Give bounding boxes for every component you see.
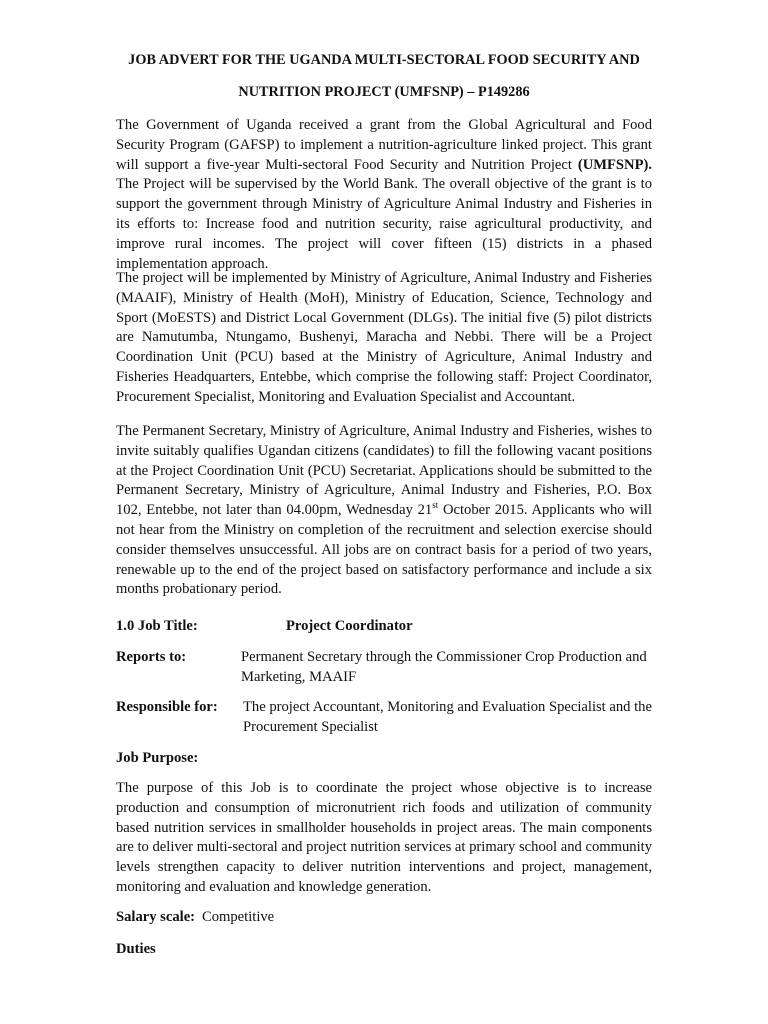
reports-to-label: Reports to: bbox=[116, 649, 187, 665]
document-title-line-1: JOB ADVERT FOR THE UGANDA MULTI-SECTORAL FOOD SECURITY AND bbox=[128, 52, 640, 68]
implementation-paragraph: The project will be implemented by Ministry of Agriculture, Animal Industry and Fisheries (MAAIF), Ministry of Health (MoH), Ministry of Education, Science, Technology and Sport (MoESTS) and District Local Government (DLGs). The initial five (5) pilot districts are Namutumba, Ntungamo, Bushenyi, Maracha and Nebbi. There will be a Project Coordination Unit (PCU) based at the Ministry of Agriculture, Animal Industry and Fisheries Headquarters, Entebbe, which comprise the following staff: Project Coordinator, Procurement Specialist, Monitoring and Evaluation Specialist and Accountant. bbox=[116, 270, 652, 405]
job-title-value: Project Coordinator bbox=[286, 618, 413, 634]
job-title-label: 1.0 Job Title: bbox=[116, 618, 198, 634]
document-page: JOB ADVERT FOR THE UGANDA MULTI-SECTORAL FOOD SECURITY AND NUTRITION PROJECT (UMFSNP) – P149286 The Government of Uganda received a grant from the Global Agricultural and Food Security Program (GAFSP) to implement a nutrition-agriculture linked project. This grant will support a five-year Multi-sectoral Food Security and Nutrition Project (UMFSNP). The Project will be supervised by the World Bank. The overall objective of the grant is to support the government through Ministry of Agriculture Animal Industry and Fisheries in its efforts to: Increase food and nutrition security, raise agricultural productivity, and improve rural incomes. The project will cover fifteen (15) districts in a phased implementation approach. The project will be implemented by Ministry of Agriculture, Animal Industry and Fisheries (MAAIF), Ministry of Health (MoH), Ministry of Education, Science, Technology and Sport (MoESTS) and District Local Government (DLGs). The initial five (5) pilot districts are Namutumba, Ntungamo, Bushenyi, Maracha and Nebbi. There will be a Project Coordination Unit (PCU) based at the Ministry of Agriculture, Animal Industry and Fisheries Headquarters, Entebbe, which comprise the following staff: Project Coordinator, Procurement Specialist, Monitoring and Evaluation Specialist and Accountant. The Permanent Secretary, Ministry of Agriculture, Animal Industry and Fisheries, wishes to invite suitably qualifies Ugandan citizens (candidates) to fill the following vacant positions at the Project Coordination Unit (PCU) Secretariat. Applications should be submitted to the Permanent Secretary, Ministry of Agriculture, Animal Industry and Fisheries, P.O. Box 102, Entebbe, not later than 04.00pm, Wednesday 21st October 2015. Applicants who will not hear from the Ministry on completion of the recruitment and selection exercise should consider themselves unsuccessful. All jobs are on contract basis for a period of two years, renewable up to the end of the project based on satisfactory performance and include a six months probationary period. 1.0 Job Title: Project Coordinator Reports to: Permanent Secretary through the Commissioner Crop Production and Marketing, MAAIF Responsible for: The project Accountant, Monitoring and Evaluation Specialist and the Procurement Specialist Job Purpose: The purpose of this Job is to coordinate the project whose objective is to increase production and consumption of micronutrient rich foods and utilization of community based nutrition services in smallholder households in project areas. The main components are to deliver multi-sectoral and project nutrition services at primary school and community levels strengthen capacity to deliver nutrition interventions and project, management, monitoring and evaluation and knowledge generation. Salary scale: Competitive Duties bbox=[0, 0, 768, 1024]
salary-scale-value: Competitive bbox=[202, 909, 275, 925]
document-title-line-2: NUTRITION PROJECT (UMFSNP) – P149286 bbox=[238, 84, 530, 100]
application-paragraph: The Permanent Secretary, Ministry of Agriculture, Animal Industry and Fisheries, wishes to invite suitably qualifies Ugandan citizens (candidates) to fill the following vacant positions at the Project Coordination Unit (PCU) Secretariat. Applications should be submitted to the Permanent Secretary, Ministry of Agriculture, Animal Industry and Fisheries, P.O. Box 102, Entebbe, not later than 04.00pm, Wednesday 21st October 2015. Applicants who will not hear from the Ministry on completion of the recruitment and selection exercise should consider themselves unsuccessful. All jobs are on contract basis for a period of two years, renewable up to the end of the project based on satisfactory performance and include a six months probationary period. bbox=[116, 423, 653, 598]
reports-to-value: Permanent Secretary through the Commissioner Crop Production and Marketing, MAAIF bbox=[241, 649, 647, 685]
job-purpose-paragraph: The purpose of this Job is to coordinate the project whose objective is to increase production and consumption of micronutrient rich foods and utilization of community based nutrition services in smallholder households in project areas. The main components are to deliver multi-sectoral and project nutrition services at primary school and community levels strengthen capacity to deliver nutrition interventions and project, management, monitoring and evaluation and knowledge generation. bbox=[116, 780, 652, 895]
responsible-for-label: Responsible for: bbox=[116, 699, 218, 715]
responsible-for-value: The project Accountant, Monitoring and Evaluation Specialist and the Procurement Specialist bbox=[243, 699, 652, 735]
salary-scale-label: Salary scale: bbox=[116, 909, 196, 925]
intro-paragraph: The Government of Uganda received a grant from the Global Agricultural and Food Security Program (GAFSP) to implement a nutrition-agriculture linked project. This grant will support a five-year Multi-sectoral Food Security and Nutrition Project (UMFSNP). The Project will be supervised by the World Bank. The overall objective of the grant is to support the government through Ministry of Agriculture Animal Industry and Fisheries in its efforts to: Increase food and nutrition security, raise agricultural productivity, and improve rural incomes. The project will cover fifteen (15) districts in a phased implementation approach. bbox=[116, 117, 652, 272]
